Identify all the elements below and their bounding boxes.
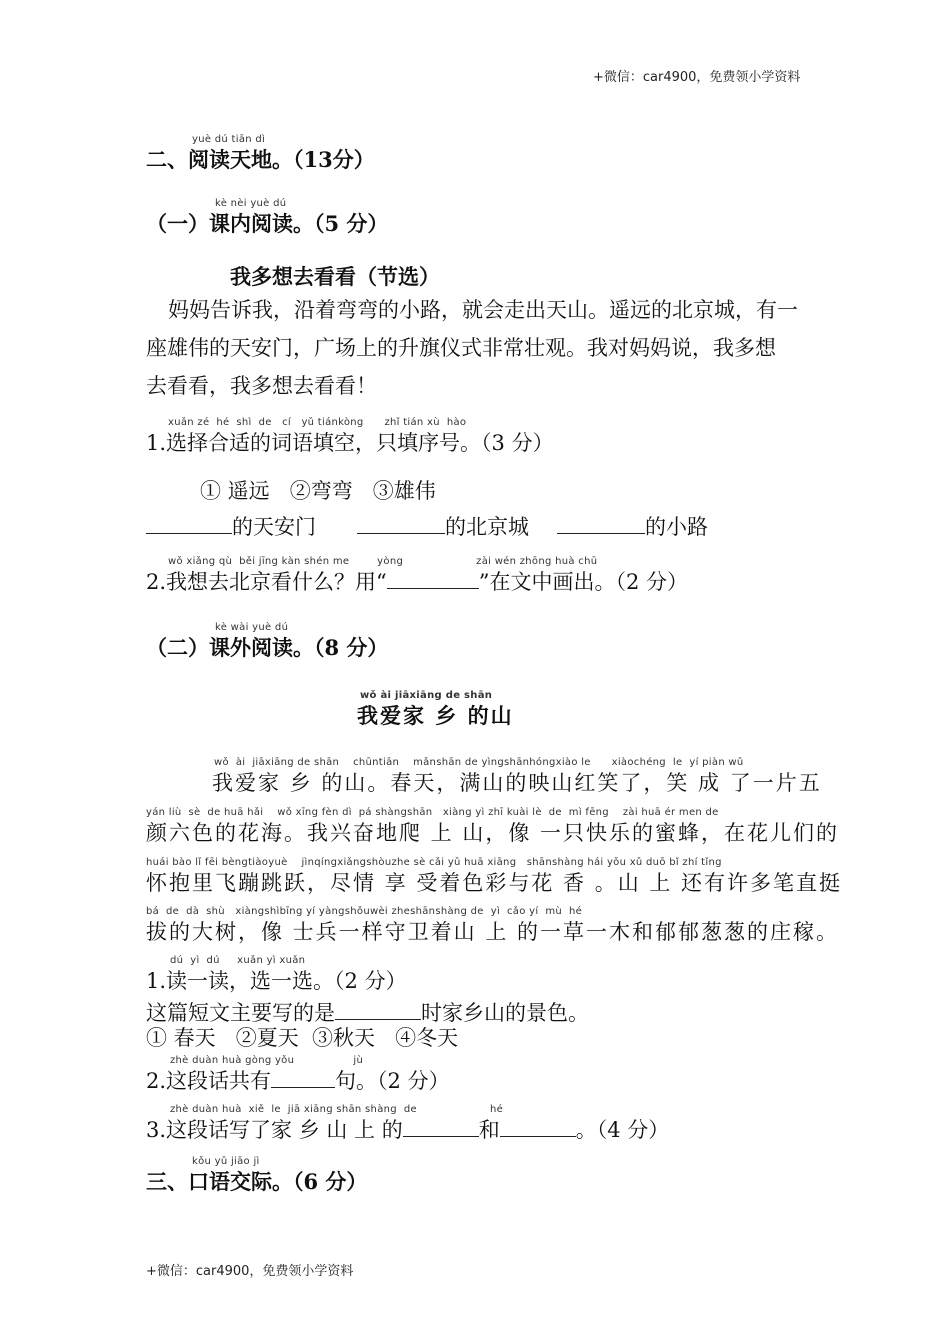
p1q1-pinyin: xuǎn zé hé shì de cí yǔ tiánkòng zhǐ tián xù hào	[168, 417, 467, 428]
passage2-pinyin-4: bá de dà shù xiàngshìbīng yí yàngshǒuwèi zheshānshàng de yì cǎo yí mù hé	[146, 906, 583, 917]
p2q1-line2-b: 时家乡山的景色。	[421, 1001, 589, 1025]
fill-blank-7[interactable]	[403, 1118, 479, 1137]
passage2-pinyin-1: wǒ ài jiāxiāng de shān chūntiān mǎnshān de yìngshānhóngxiào le xiàochéng le yí piàn wǔ	[214, 757, 744, 768]
section2-pinyin: yuè dú tiān dì	[192, 134, 266, 145]
fill-label-2: 的北京城	[445, 515, 529, 539]
passage2-pinyin-3: huái bào lǐ fēi bèngtiàoyuè jìnqíngxiǎngshòuzhe sè cǎi yǔ huā xiāng shānshàng hái yǒu xǔ duō bǐ zhí tǐng	[146, 857, 722, 868]
header-note: +微信：car4900，免费领小学资料	[593, 70, 801, 85]
p1q1-fill-row	[146, 511, 316, 541]
passage1-line-1: 妈妈告诉我，沿着弯弯的小路，就会走出天山。遥远的北京城，有一	[168, 298, 798, 322]
fill-blank-4[interactable]	[387, 570, 479, 589]
p1q2-text-a: 2.我想去北京看什么？用“	[146, 570, 387, 594]
fill-blank-8[interactable]	[500, 1118, 576, 1137]
section3-pinyin: kǒu yǔ jiāo jì	[192, 1156, 260, 1167]
passage1-title: 我多想去看看（节选）	[230, 264, 440, 289]
p2q2-text-b: 句。（2 分）	[335, 1069, 450, 1093]
p2q1-options: ① 春天 ②夏天 ③秋天 ④冬天	[146, 1026, 459, 1050]
fill-blank-5[interactable]	[335, 1001, 421, 1020]
p1q2-pinyin: wǒ xiǎng qù běi jīng kàn shén me yòng zài wén zhōng huà chū	[168, 556, 598, 567]
passage2-title-pinyin: wǒ ài jiāxiāng de shān	[360, 690, 493, 701]
p1q2-text-b: ”在文中画出。（2 分）	[478, 570, 689, 594]
p2q2-row	[146, 1065, 450, 1095]
footer-note: +微信：car4900，免费领小学资料	[146, 1264, 354, 1279]
p1q1-options: ① 遥远 ②弯弯 ③雄伟	[200, 479, 436, 503]
p2q3-row	[146, 1114, 669, 1144]
p2q3-text-a: 3.这段话写了家 乡 山 上 的	[146, 1118, 403, 1142]
p2q2-text-a: 2.这段话共有	[146, 1069, 272, 1093]
passage2-line-2: 颜六色的花海。我兴奋地爬 上 山，像 一只快乐的蜜蜂，在花儿们的	[146, 821, 840, 845]
p2q1-pinyin: dú yì dú xuǎn yì xuǎn	[170, 955, 306, 966]
p2q3-text-b: 和	[478, 1118, 500, 1142]
p1q1-fill-row-3	[557, 511, 708, 541]
passage2-line-3: 怀抱里飞蹦跳跃，尽情 享 受着色彩与花 香 。山 上 还有许多笔直挺	[146, 871, 843, 895]
fill-blank-2[interactable]	[357, 515, 445, 534]
fill-label-1: 的天安门	[232, 515, 316, 539]
p1q1-fill-row-2	[357, 511, 529, 541]
passage2-title: 我爱家 乡 的山	[357, 703, 514, 728]
passage1-line-3: 去看看，我多想去看看！	[146, 374, 377, 398]
passage2-pinyin-2: yán liù sè de huā hǎi wǒ xīng fèn dì pá shàngshān xiàng yì zhī kuài lè de mì fēng zài huā ér men de	[146, 807, 719, 818]
passage2-line-4: 拔的大树，像 士兵一样守卫着山 上 的一草一木和郁郁葱葱的庄稼。	[146, 920, 840, 944]
fill-blank-1[interactable]	[146, 515, 232, 534]
p1q1-text: 1.选择合适的词语填空，只填序号。（3 分）	[146, 431, 554, 455]
passage1-line-2: 座雄伟的天安门，广场上的升旗仪式非常壮观。我对妈妈说，我多想	[146, 336, 776, 360]
p2q2-pinyin: zhè duàn huà gòng yǒu jù	[170, 1055, 364, 1066]
section2-title: 二、阅读天地。（13分）	[146, 147, 375, 172]
section3-title: 三、口语交际。（6 分）	[146, 1169, 368, 1194]
part1-title: （一）课内阅读。（5 分）	[146, 211, 389, 236]
p1q2-row	[146, 566, 688, 596]
part2-pinyin: kè wài yuè dú	[215, 622, 289, 633]
p2q3-pinyin: zhè duàn huà xiě le jiā xiāng shān shàng de hé	[170, 1104, 504, 1115]
p2q1-text: 1.读一读，选一选。（2 分）	[146, 969, 407, 993]
part1-pinyin: kè nèi yuè dú	[215, 198, 287, 209]
p2q1-line2-a: 这篇短文主要写的是	[146, 1001, 335, 1025]
fill-blank-6[interactable]	[271, 1069, 335, 1088]
p2q3-text-c: 。（4 分）	[575, 1118, 670, 1142]
passage2-line-1: 我爱家 乡 的山。春天，满山的映山红笑了，笑 成 了一片五	[212, 771, 822, 795]
fill-label-3: 的小路	[645, 515, 708, 539]
part2-title: （二）课外阅读。（8 分）	[146, 635, 389, 660]
fill-blank-3[interactable]	[557, 515, 645, 534]
